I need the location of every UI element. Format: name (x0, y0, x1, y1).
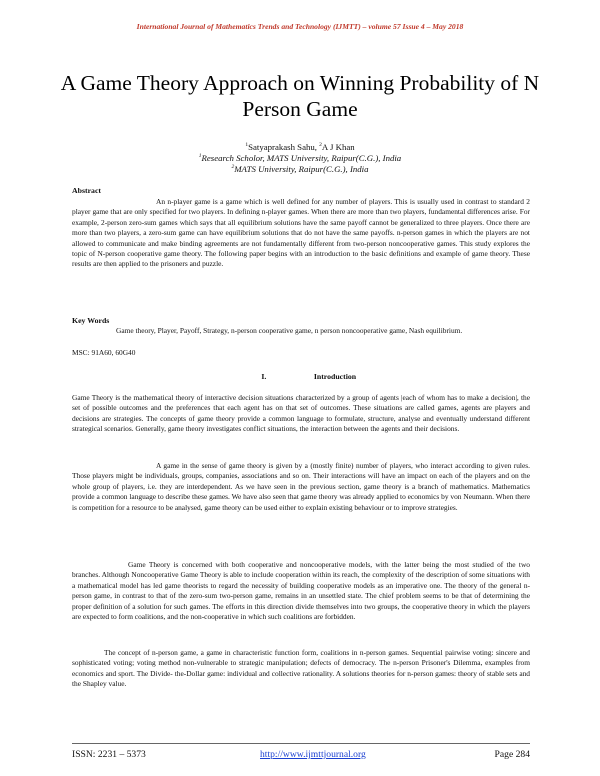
author2-name: A J Khan (321, 142, 355, 152)
affiliation2-superscript: 2 (231, 164, 235, 171)
paper-title: A Game Theory Approach on Winning Probability of N Person Game (60, 71, 540, 121)
footer-divider (72, 743, 530, 744)
keywords-list: Game theory, Player, Payoff, Strategy, n-person cooperative game, n person noncooperative game, Nash equilibrium. (116, 326, 463, 335)
affiliation-1 (0, 153, 600, 164)
author-block (0, 142, 600, 175)
author2-superscript: 2 (319, 142, 322, 149)
author-names (0, 142, 600, 153)
footer-issn: ISSN: 2231 – 5373 (72, 749, 146, 760)
affiliation1-text: Research Scholor, MATS University, Raipur(C.G.), India (201, 153, 402, 163)
abstract-text: An n-player game is a game which is well defined for any number of players. This is usually used in contrast to standard 2 player game that are only specified for two players. In defining n-player games. When there are more than two players, fundamental differences arise. For example, 2-person zero-sum games which says that all equilibrium solutions have the same payoff cannot be generalized to three players. Once there are more than two players, a zero-sum game can have equilibrium solutions that do not have the same payoffs. n-person games in which the players are not allowed to communicate and make binding agreements are not fundamentally different from two-person noncooperative games. This study explores the topic of N-person cooperative game theory. The following paper begins with an introduction to the basic definitions and example of game theory. These results are then applied to the prisoners and puzzle. (72, 197, 530, 269)
affiliation2-text: MATS University, Raipur(C.G.), India (234, 164, 369, 174)
keywords-heading: Key Words (72, 316, 110, 325)
section-title: Introduction (313, 372, 357, 381)
footer-journal-link[interactable]: http://www.ijmttjournal.org (260, 749, 366, 760)
paragraph-3: Game Theory is concerned with both cooperative and noncooperative models, with the latter being the most studied of the two branches. Although Noncooperative Game Theory is able to include cooperation within its reach, the complexity of the description of some situations with a mathematical model has led game theorists to regard the necessity of building cooperative models as an imperative one. The theory of the general n-person game, in contrast to that of the zero-sum two-person game, remains in an unsettled state. The chief problem seems to be that of determining the proper definition of a solution for such games. The efforts in this direction divide themselves into two groups, the cooperative theory in which the players are expected to form coalitions, and the non-cooperative in which such coalitions are forbidden. (72, 560, 530, 622)
affiliation-2 (0, 164, 600, 175)
paragraph-2: A game in the sense of game theory is given by a (mostly finite) number of players, who interact according to given rules. Those players might be individuals, groups, companies, associations and so on. Their interactions will have an impact on each of the players and on the whole group of players, i.e. they are interdependent. As we have seen in the previous section, game theory is a branch of mathematics. Mathematics provide a common language to describe these games. We have also seen that game theory was already applied to economics by von Neumann. When there is competition for a resource to be analysed, game theory can be used either to explain existing behaviour or to improve strategies. (72, 461, 530, 512)
msc-classification: MSC: 91A60, 60G40 (72, 348, 136, 357)
author1-superscript: 1 (245, 142, 249, 149)
keywords-text (72, 326, 530, 336)
journal-header: International Journal of Mathematics Trends and Technology (IJMTT) – volume 57 Issue 4 – May 2018 (136, 22, 464, 31)
footer-page-number: Page 284 (494, 749, 530, 760)
section-heading (0, 372, 600, 382)
section-number: I. (261, 372, 267, 381)
paragraph-4: The concept of n-person game, a game in characteristic function form, coalitions in n-person games. Sequential pairwise voting: sincere and sophisticated voting; voting method non-vulnerable to strategic manipulation; defects of democracy. The n-person Prisoner's Dilemma, examples from economics and sport. The Divide- the-Dollar game: individual and collective rationality. A solutions theories for n-person games: theory of stable sets and the Shapley value. (72, 648, 530, 689)
author1-name: Satyaprakash Sahu, (248, 142, 320, 152)
paragraph-1: Game Theory is the mathematical theory of interactive decision situations characterized by a group of agents |each of whom has to make a decision|, the set of possible outcomes and the preferences that each agent has on that set of outcomes. These situations are called games, agents are players and decisions are strategies. The concepts of game theory provide a common language to formulate, structure, analyse and eventually understand different strategical scenarios. Generally, game theory investigates conflict situations, the interaction between the agents and their decisions. (72, 393, 530, 434)
abstract-heading: Abstract (72, 186, 102, 195)
affiliation1-superscript: 1 (198, 153, 202, 160)
